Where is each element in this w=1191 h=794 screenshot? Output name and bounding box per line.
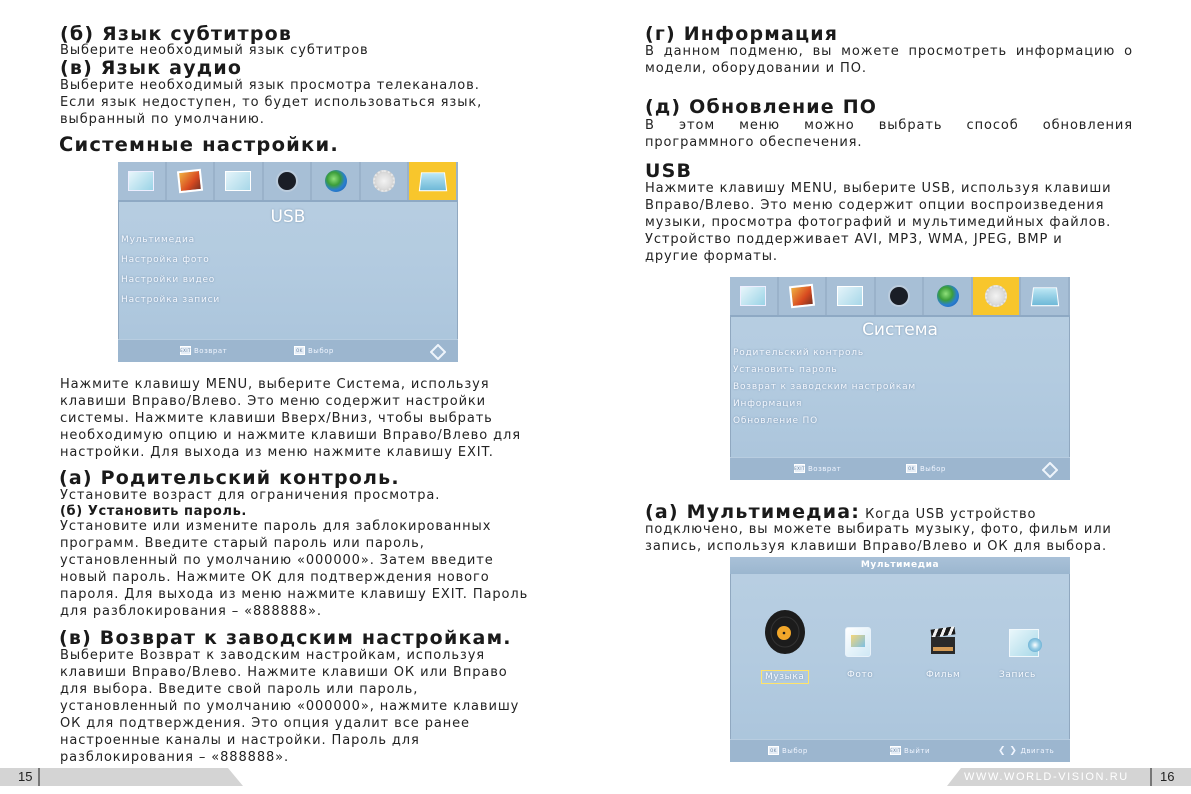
menu-tab-picture <box>118 162 167 200</box>
menu-item: Настройки видео <box>121 275 216 285</box>
heading-system-settings: Системные настройки. <box>59 133 339 156</box>
heading-usb: USB <box>645 160 693 182</box>
ok-key-icon: OK <box>906 464 917 473</box>
screen-icon <box>128 171 154 191</box>
heading-set-password: (б) Установить пароль. <box>60 504 247 519</box>
menu-tab-usb <box>409 162 458 200</box>
heading-parental-control: (а) Родительский контроль. <box>59 467 400 489</box>
menu-title: Система <box>862 320 938 340</box>
menu-tab-picture <box>730 277 779 315</box>
menu-item: Настройка записи <box>121 295 220 305</box>
heading-multimedia: (а) Мультимедиа: <box>645 501 861 523</box>
text-usb: Нажмите клавишу MENU, выберите USB, используя клавиши Вправо/Влево. Это меню содержит опции воспроизведения музыки, просмотра фотографий и мультимедийных файлов. Устройство поддерживает AVI, MP3, WMA, JPEG, BMP и другие форматы. <box>645 181 1112 264</box>
heading-information: (г) Информация <box>645 23 839 45</box>
text-subtitles: Выберите необходимый язык субтитров <box>60 43 369 58</box>
footer-select: OK Выбор <box>906 464 946 473</box>
menu-tab-usb <box>1021 277 1070 315</box>
menu-item: Мультимедиа <box>121 235 195 245</box>
website-url: WWW.WORLD-VISION.RU <box>964 771 1129 783</box>
clock-icon <box>888 285 910 307</box>
menu-item: Установить пароль <box>733 365 838 375</box>
gear-icon <box>985 285 1007 307</box>
record-folder-icon <box>1009 629 1039 657</box>
ok-key-icon: OK <box>294 346 305 355</box>
heading-audio-language: (в) Язык аудио <box>60 57 243 79</box>
exit-key-icon: EXIT <box>180 348 191 353</box>
tv-search-icon <box>225 171 251 191</box>
globe-icon <box>325 170 347 192</box>
menu-item: Возврат к заводским настройкам <box>733 382 917 392</box>
menu-tab-system <box>361 162 410 200</box>
justified-line: В данном подменю, вы можете просмотреть информацию о <box>645 44 1133 59</box>
heading-subtitles-language: (б) Язык субтитров <box>60 23 293 45</box>
menu-title: Мультимедиа <box>730 557 1070 574</box>
vinyl-record-icon <box>764 609 806 655</box>
menu-tab-image <box>779 277 828 315</box>
left-footer-bar <box>0 768 243 786</box>
menu-icon-bar <box>118 162 458 202</box>
menu-tab-time <box>876 277 925 315</box>
menu-footer <box>730 457 1070 480</box>
menu-tab-time <box>264 162 313 200</box>
page-divider <box>38 768 40 786</box>
menu-item: Информация <box>733 399 803 409</box>
heading-software-update: (д) Обновление ПО <box>645 96 878 118</box>
menu-footer <box>118 339 458 362</box>
gear-icon <box>373 170 395 192</box>
menu-icon-bar <box>730 277 1070 317</box>
menu-item: Родительский контроль <box>733 348 864 358</box>
globe-icon <box>937 285 959 307</box>
left-right-arrows-icon: ❮ ❯ <box>998 746 1018 756</box>
menu-tab-channels <box>215 162 264 200</box>
text-multimedia: подключено, вы можете выбирать музыку, фото, фильм или запись, используя клавиши Вправо/Влево и ОК для выбора. <box>645 522 1112 554</box>
menu-item: Обновление ПО <box>733 416 819 426</box>
text-audio: Выберите необходимый язык просмотра телеканалов. Если язык недоступен, то будет использоваться язык, выбранный по умолчанию. <box>60 78 483 127</box>
text-factory-reset: Выберите Возврат к заводским настройкам, используя клавиши Вправо/Влево. Нажмите клавиши ОК или Вправо для выбора. Введите свой пароль или пароль, установленный по умолчанию «000000», нажмите клавишу ОК для подтверждения. Это опция удалит все ранее настроенные каналы и настройки. Пароль для разблокирования – «888888». <box>60 648 520 765</box>
text-set-password: Установите или измените пароль для заблокированных программ. Введите старый пароль или пароль, установленный по умолчанию «000000». Затем введите новый пароль. Нажмите ОК для подтверждения нового пароля. Для выхода из меню нажмите клавишу EXIT. Пароль для разблокирования – «888888». <box>60 519 529 619</box>
text-software-update: В этом меню можно выбрать способ обновления программного обеспечения. <box>645 118 1133 150</box>
clapperboard-icon <box>931 628 955 655</box>
menu-tab-image <box>167 162 216 200</box>
menu-footer <box>730 739 1070 762</box>
footer-select: OK Выбор <box>768 746 808 755</box>
footer-back: EXIT Возврат <box>180 346 228 355</box>
photo-icon <box>177 169 203 193</box>
menu-tab-language <box>312 162 361 200</box>
exit-key-icon: EXIT <box>794 466 805 471</box>
multimedia-item-photo: Фото <box>847 670 874 680</box>
screenshot-multimedia-menu <box>730 557 1070 762</box>
multimedia-item-movie: Фильм <box>926 670 961 680</box>
photo-icon <box>845 627 871 657</box>
page-number-left: 15 <box>18 769 33 784</box>
screenshot-usb-menu <box>118 162 458 362</box>
page-number-right: 16 <box>1160 769 1175 784</box>
multimedia-intro: (а) Мультимедиа: Когда USB устройство <box>645 501 1037 523</box>
exit-key-icon: EXIT <box>890 748 901 753</box>
usb-icon <box>419 172 447 191</box>
footer-select: OK Выбор <box>294 346 334 355</box>
justified-line: В этом меню можно выбрать способ обновления <box>645 118 1133 133</box>
footer-exit: EXIT Выйти <box>890 746 931 755</box>
menu-tab-channels <box>827 277 876 315</box>
text-system-settings: Нажмите клавишу MENU, выберите Система, используя клавиши Вправо/Влево. Это меню содержит настройки системы. Нажмите клавиши Вверх/Вниз, чтобы выбрать необходимую опцию и нажмите клавиши Вправо/Влево для настройки. Для выхода из меню нажмите клавишу EXIT. <box>60 377 521 460</box>
photo-icon <box>789 284 815 308</box>
page-divider <box>1150 768 1152 786</box>
navigation-arrows-icon <box>1042 462 1058 478</box>
menu-title: USB <box>270 207 306 227</box>
menu-tab-system <box>973 277 1022 315</box>
tv-search-icon <box>837 286 863 306</box>
menu-tab-language <box>924 277 973 315</box>
footer-move: ❮ ❯ Двигать <box>998 746 1055 756</box>
navigation-arrows-icon <box>430 344 446 360</box>
heading-factory-reset: (в) Возврат к заводским настройкам. <box>59 627 512 649</box>
screenshot-system-menu <box>730 277 1070 480</box>
clock-icon <box>276 170 298 192</box>
screen-icon <box>740 286 766 306</box>
text-parental-control: Установите возраст для ограничения просмотра. <box>60 488 441 503</box>
multimedia-item-record: Запись <box>999 670 1036 680</box>
text-information: В данном подменю, вы можете просмотреть информацию о модели, оборудовании и ПО. <box>645 44 1133 76</box>
footer-back: EXIT Возврат <box>794 464 842 473</box>
multimedia-item-music: Музыка <box>761 670 809 684</box>
ok-key-icon: OK <box>768 746 779 755</box>
usb-icon <box>1031 287 1059 306</box>
menu-item: Настройка фото <box>121 255 210 265</box>
